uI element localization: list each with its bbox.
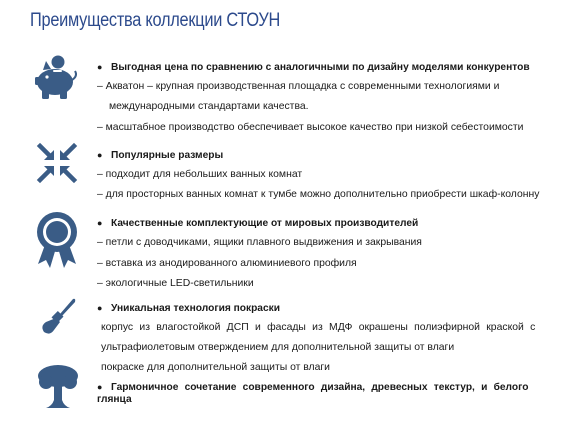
section-3-line-1: – петли с доводчиками, ящики плавного выдвижения и закрывания [97,237,422,248]
bullet: ● [97,303,103,313]
bullet: ● [97,62,103,72]
section-3-line-3: – экологичные LED-светильники [97,278,254,289]
page-title: Преимущества коллекции СТОУН [30,10,281,31]
award-rosette-icon [34,210,80,274]
section-3-heading: ● Качественные комплектующие от мировых производителей [97,218,419,229]
section-5-heading-cont: глянца [97,394,132,405]
section-1-line-2: международными стандартами качества. [109,101,309,112]
section-4-line-3: покраске для дополнительной защиты от влаги [101,362,330,373]
section-4-line-2: ультрафиолетовым отверждением для дополнительной защиты от влаги [101,342,455,353]
section-2-heading: ● Популярные размеры [97,150,224,161]
section-5-heading: ● Гармоничное сочетание современного дизайна, древесных текстур, и белого [97,382,529,393]
bullet: ● [97,382,103,392]
bullet: ● [97,218,103,228]
bullet: ● [97,150,103,160]
section-1-line-1: – Акватон – крупная производственная площадка с современными технологиями и [97,81,500,92]
piggy-bank-icon [30,52,80,102]
compress-arrows-icon [36,142,78,184]
section-2-line-1: – подходит для небольших ванных комнат [97,169,303,180]
section-4-heading: ● Уникальная технология покраски [97,303,280,314]
section-1-heading: ● Выгодная цена по сравнению с аналогичными по дизайну моделями конкурентов [97,62,530,73]
section-3-line-2: – вставка из анодированного алюминиевого профиля [97,258,357,269]
section-2-line-2: – для просторных ванных комнат к тумбе можно дополнительно приобрести шкаф-колонну [97,189,540,200]
section-4-line-1: корпус из влагостойкой ДСП и фасады из МДФ окрашены полиэфирной краской с [101,322,536,333]
paint-brush-icon [38,296,78,336]
section-1-line-3: – масштабное производство обеспечивает высокое качество при низкой себестоимости [97,122,524,133]
tree-icon [34,362,82,412]
